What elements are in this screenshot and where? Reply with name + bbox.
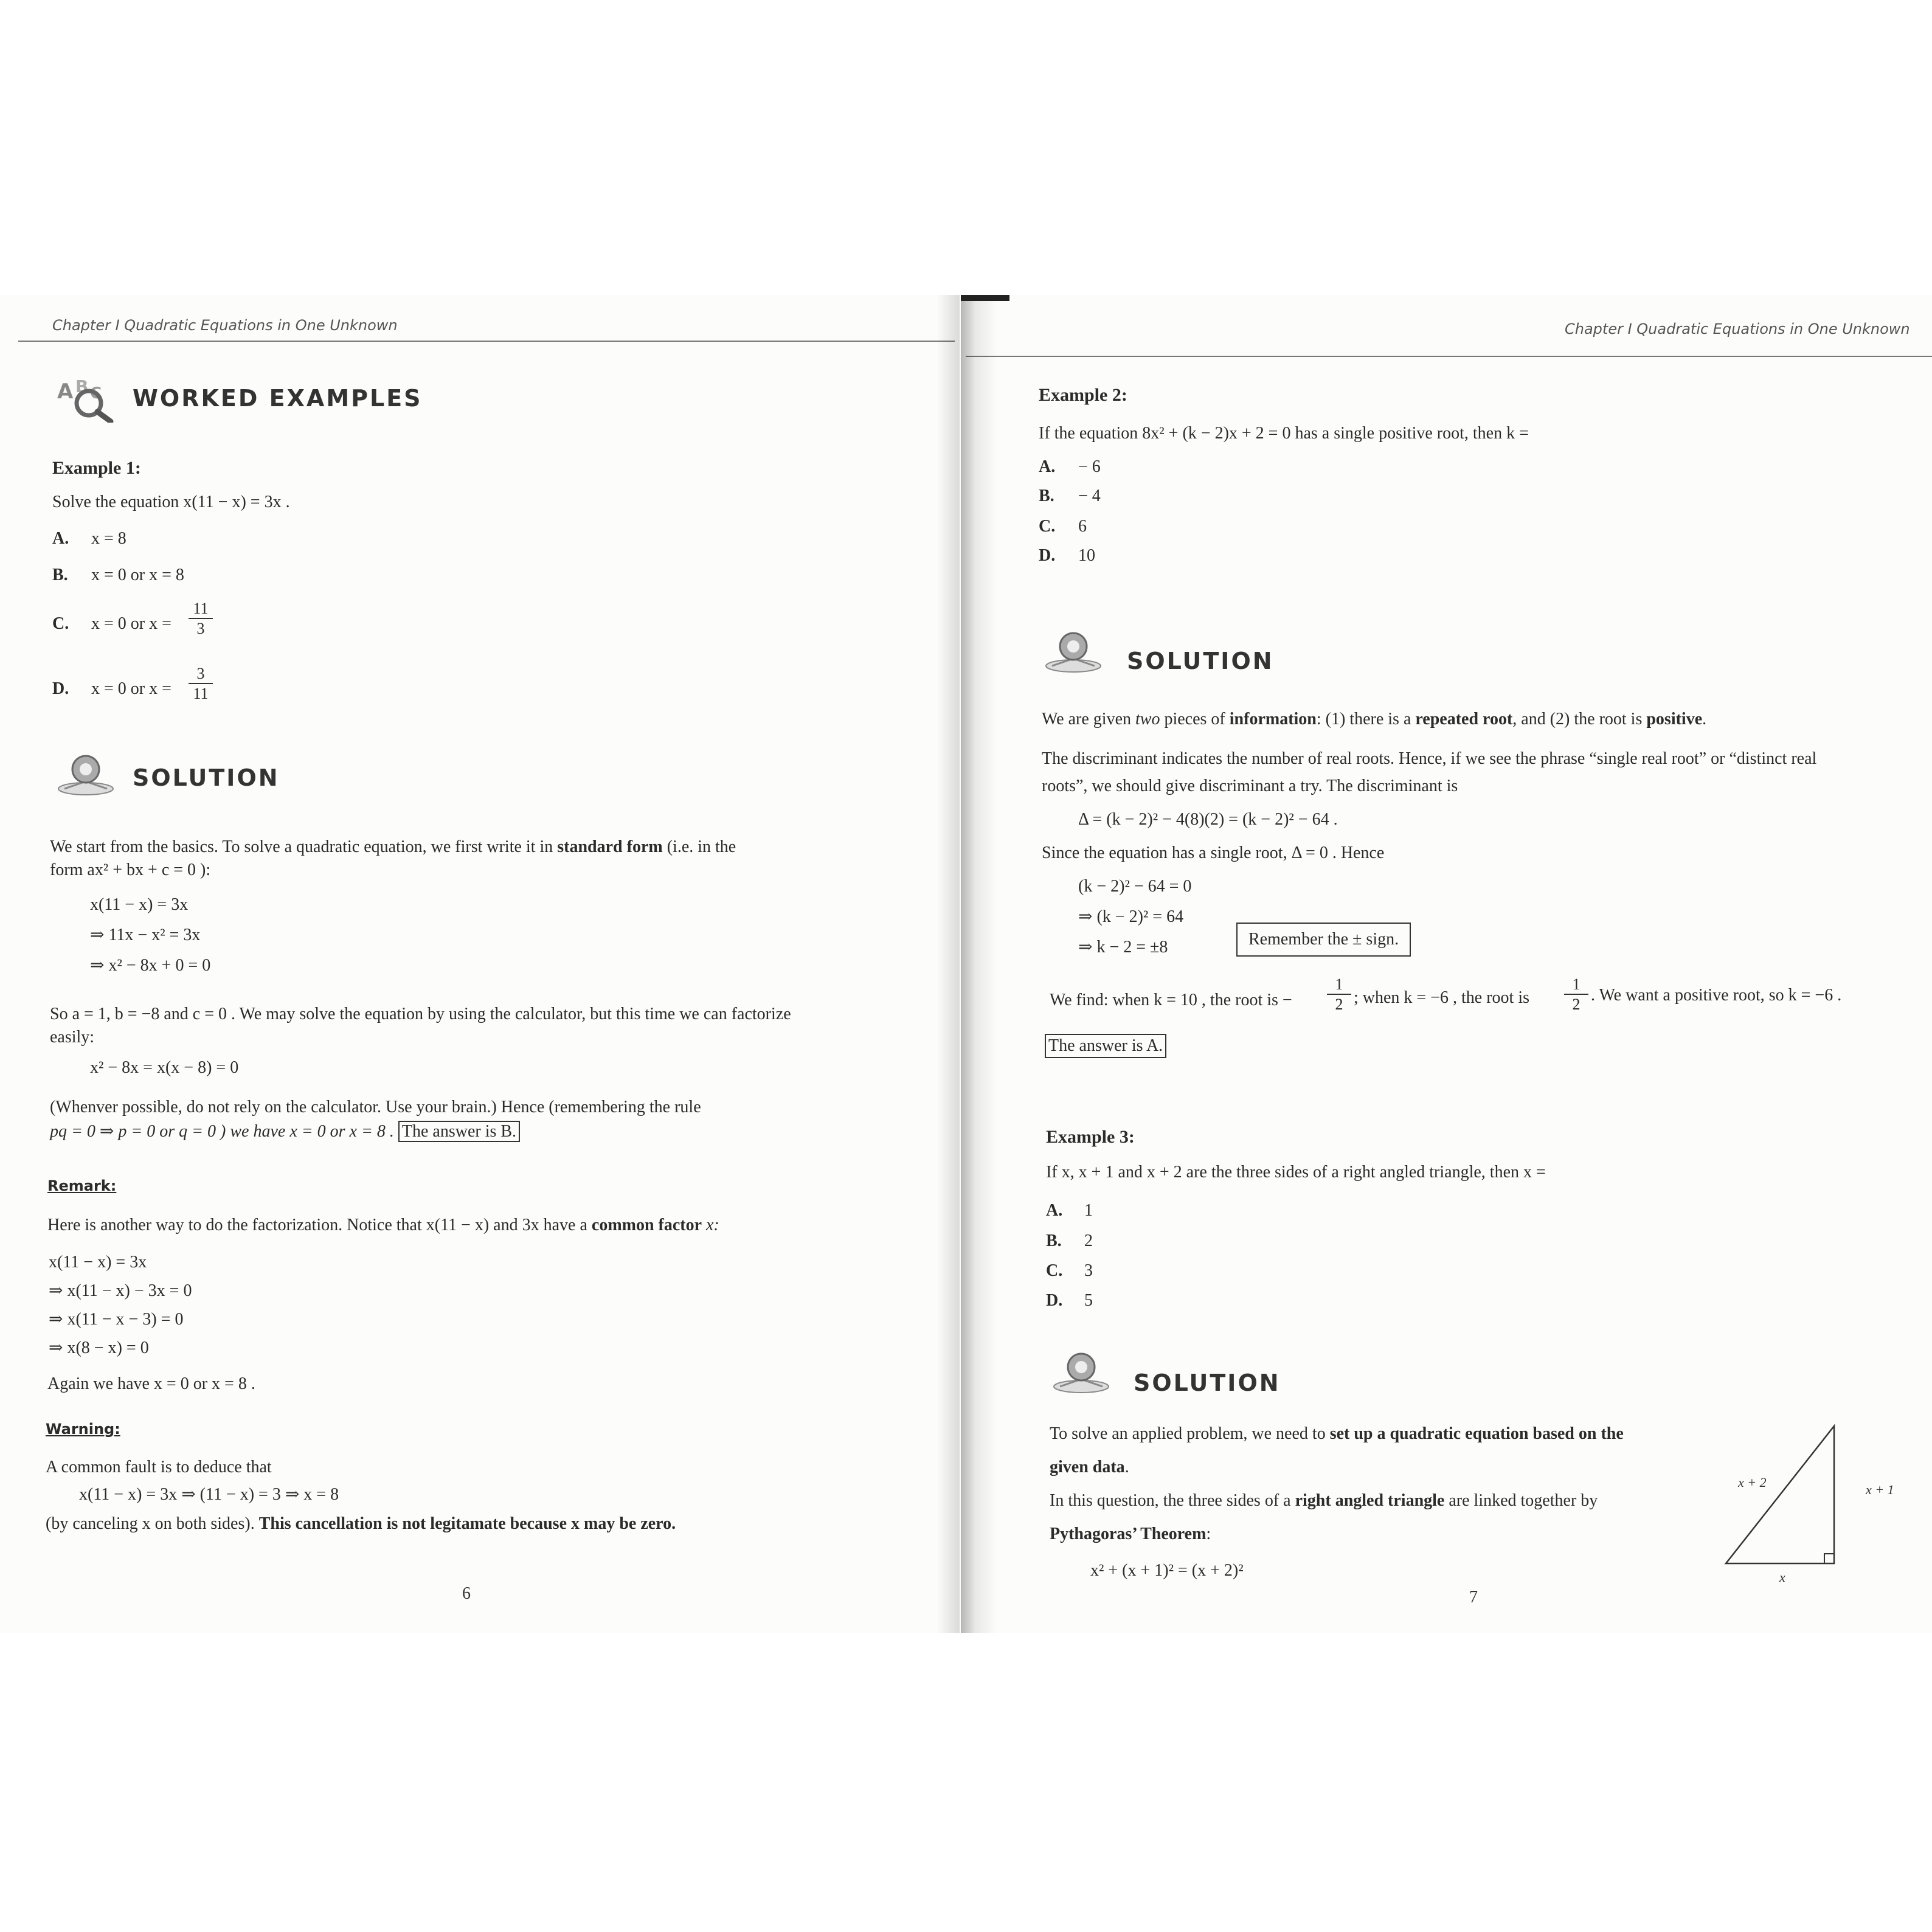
solution-paragraph-2-line-2: easily: xyxy=(50,1028,95,1047)
equation-line: x(11 − x) = 3x xyxy=(90,895,189,914)
text-span: We start from the basics. To solve a quadratic equation, we first write it in xyxy=(50,837,553,856)
text-span: pq = 0 ⇒ p = 0 or q = 0 ) we have x = 0 or x = 8 . xyxy=(50,1122,394,1141)
option-c-fraction xyxy=(189,599,213,638)
text-span: (i.e. in the xyxy=(667,837,736,856)
spine-mark xyxy=(961,295,1009,301)
option-d-text: 10 xyxy=(1078,546,1095,565)
example-2-title: Example 2: xyxy=(1039,385,1127,405)
bold-span: repeated root xyxy=(1415,710,1513,729)
option-a-text: x = 8 xyxy=(91,529,126,548)
negative-half-fraction xyxy=(1327,975,1351,1014)
base-side-label: x xyxy=(1779,1570,1785,1584)
example-1-prompt: Solve the equation x(11 − x) = 3x . xyxy=(52,493,290,511)
pythagoras-equation: x² + (x + 1)² = (x + 2)² xyxy=(1090,1561,1244,1580)
remember-sign-box: Remember the ± sign. xyxy=(1236,923,1411,957)
fraction-denominator: 2 xyxy=(1335,995,1343,1014)
text-span: x: xyxy=(706,1216,719,1234)
option-b-label: B. xyxy=(1039,486,1054,505)
solution-title: SOLUTION xyxy=(1134,1369,1281,1396)
option-a-label: A. xyxy=(52,529,69,548)
page-number-left: 6 xyxy=(462,1584,471,1603)
option-b-text: − 4 xyxy=(1078,486,1101,505)
equation-line: ⇒ x(8 − x) = 0 xyxy=(49,1338,149,1357)
equation-line: ⇒ (k − 2)² = 64 xyxy=(1078,907,1184,926)
text-span: . xyxy=(1702,710,1707,729)
option-b-text: 2 xyxy=(1084,1231,1093,1250)
solution-title: SOLUTION xyxy=(133,764,280,791)
right-page-header: Chapter I Quadratic Equations in One Unknown xyxy=(1565,320,1910,338)
solution-paragraph-1-line-2: form ax² + bx + c = 0 ): xyxy=(50,860,211,879)
discriminant-equation: Δ = (k − 2)² − 4(8)(2) = (k − 2)² − 64 . xyxy=(1078,810,1338,829)
hypotenuse-label: x + 2 xyxy=(1738,1475,1767,1490)
svg-text:B: B xyxy=(75,376,89,396)
equation-line: ⇒ x(11 − x − 3) = 0 xyxy=(49,1310,184,1329)
option-a-label: A. xyxy=(1039,457,1056,476)
equation-line: ⇒ k − 2 = ±8 xyxy=(1078,938,1168,957)
bold-span: set up a quadratic equation based on the xyxy=(1329,1424,1624,1443)
bold-span: right angled triangle xyxy=(1295,1491,1445,1510)
solution-3-paragraph-1 xyxy=(1050,1423,1624,1445)
answer-box: The answer is B. xyxy=(398,1121,520,1142)
right-gutter-shadow xyxy=(961,295,997,1633)
option-c-text: 6 xyxy=(1078,517,1087,536)
text-span: : xyxy=(1206,1525,1211,1543)
text-span: Here is another way to do the factorization. Notice that x(11 − x) and 3x have a xyxy=(47,1216,587,1234)
right-triangle-diagram xyxy=(1714,1420,1920,1584)
solution-2-find-b: ; when k = −6 , the root is xyxy=(1354,988,1529,1007)
remark-text xyxy=(47,1214,719,1236)
option-a-text: 1 xyxy=(1084,1201,1093,1220)
right-page xyxy=(960,295,1932,1633)
solution-2-paragraph-2: The discriminant indicates the number of real roots. Hence, if we see the phrase “single real root” or “distinct real xyxy=(1042,749,1817,768)
bold-span: This cancellation is not legitamate because x may be zero. xyxy=(258,1514,676,1533)
warning-title: Warning: xyxy=(46,1421,120,1438)
solution-3-paragraph-2 xyxy=(1050,1490,1598,1512)
solution-2-find-c: . We want a positive root, so k = −6 . xyxy=(1591,986,1842,1005)
equation-line: x² − 8x = x(x − 8) = 0 xyxy=(90,1058,239,1077)
option-b-text: x = 0 or x = 8 xyxy=(91,566,184,584)
worked-examples-title: WORKED EXAMPLES xyxy=(133,385,423,412)
svg-text:A: A xyxy=(57,379,74,404)
option-d-fraction xyxy=(189,664,213,703)
page-number-right: 7 xyxy=(1469,1588,1478,1607)
solution-2-paragraph-1 xyxy=(1042,708,1706,730)
example-1-title: Example 1: xyxy=(52,458,141,478)
solution-paragraph-2: So a = 1, b = −8 and c = 0 . We may solve the equation by using the calculator, but this time we can factorize xyxy=(50,1005,791,1023)
example-2-prompt: If the equation 8x² + (k − 2)x + 2 = 0 has a single positive root, then k = xyxy=(1039,424,1529,443)
warning-line-1: A common fault is to deduce that xyxy=(46,1458,272,1477)
option-d-text: x = 0 or x = xyxy=(91,679,171,698)
solution-icon xyxy=(52,752,119,801)
option-a-text: − 6 xyxy=(1078,457,1101,476)
option-c-label: C. xyxy=(52,614,69,633)
left-header-rule xyxy=(18,341,955,342)
remark-title: Remark: xyxy=(47,1177,117,1194)
bold-span: Pythagoras’ Theorem xyxy=(1050,1525,1207,1543)
left-gutter-shadow xyxy=(937,295,961,1633)
text-span: : (1) there is a xyxy=(1316,710,1411,729)
text-span: In this question, the three sides of a xyxy=(1050,1491,1291,1510)
left-page xyxy=(0,295,960,1633)
equation-line: x(11 − x) = 3x xyxy=(49,1253,147,1272)
text-span: (by canceling x on both sides). xyxy=(46,1514,255,1533)
option-d-label: D. xyxy=(1046,1291,1063,1310)
equation-line: (k − 2)² − 64 = 0 xyxy=(1078,877,1192,896)
vertical-side-label: x + 1 xyxy=(1866,1482,1894,1497)
fraction-numerator: 3 xyxy=(189,664,213,684)
left-page-header: Chapter I Quadratic Equations in One Unknown xyxy=(52,317,398,334)
fraction-numerator: 1 xyxy=(1327,975,1351,995)
option-c-text: 3 xyxy=(1084,1261,1093,1280)
text-span: are linked together by xyxy=(1449,1491,1598,1510)
solution-3-paragraph-1-line-2 xyxy=(1050,1456,1129,1478)
solution-icon xyxy=(1048,1350,1115,1399)
equation-line: ⇒ 11x − x² = 3x xyxy=(90,926,201,944)
right-angle-marker xyxy=(1824,1554,1834,1563)
fraction-denominator: 11 xyxy=(193,685,209,703)
equation-line: ⇒ x² − 8x + 0 = 0 xyxy=(90,956,211,975)
positive-half-fraction xyxy=(1564,975,1588,1014)
option-d-label: D. xyxy=(52,679,69,698)
solution-3-paragraph-2-line-2 xyxy=(1050,1523,1211,1545)
option-c-label: C. xyxy=(1046,1261,1063,1280)
option-c-text: x = 0 or x = xyxy=(91,614,171,633)
bold-span: standard form xyxy=(557,837,663,856)
bold-span: positive xyxy=(1646,710,1703,729)
svg-text:C: C xyxy=(90,384,102,403)
solution-paragraph-3-line-2 xyxy=(50,1121,520,1143)
fraction-denominator: 2 xyxy=(1572,995,1581,1014)
solution-paragraph-1 xyxy=(50,836,736,858)
fraction-denominator: 3 xyxy=(196,620,205,638)
option-c-label: C. xyxy=(1039,517,1056,536)
option-d-text: 5 xyxy=(1084,1291,1093,1310)
solution-icon xyxy=(1040,629,1107,678)
option-b-label: B. xyxy=(52,566,68,584)
fraction-numerator: 1 xyxy=(1564,975,1588,995)
example-3-title: Example 3: xyxy=(1046,1127,1135,1147)
warning-equation: x(11 − x) = 3x ⇒ (11 − x) = 3 ⇒ x = 8 xyxy=(79,1485,339,1504)
solution-title: SOLUTION xyxy=(1127,648,1274,674)
book-spread xyxy=(0,295,1932,1633)
italic-span: two xyxy=(1135,710,1160,729)
solution-2-find-a: We find: when k = 10 , the root is − xyxy=(1050,991,1292,1009)
bold-span: common factor xyxy=(591,1216,702,1234)
warning-line-3 xyxy=(46,1513,676,1535)
remark-conclusion: Again we have x = 0 or x = 8 . xyxy=(47,1374,255,1393)
text-span: pieces of xyxy=(1164,710,1225,729)
option-d-label: D. xyxy=(1039,546,1056,565)
solution-2-paragraph-2-line-2: roots”, we should give discriminant a try. The discriminant is xyxy=(1042,777,1458,795)
right-header-rule xyxy=(966,356,1932,357)
solution-2-since: Since the equation has a single root, Δ = 0 . Hence xyxy=(1042,843,1385,862)
solution-paragraph-3: (Whenver possible, do not rely on the calculator. Use your brain.) Hence (remembering the rule xyxy=(50,1098,701,1117)
option-a-label: A. xyxy=(1046,1201,1063,1220)
answer-box: The answer is A. xyxy=(1045,1034,1166,1058)
equation-line: ⇒ x(11 − x) − 3x = 0 xyxy=(49,1281,192,1300)
bold-span: given data xyxy=(1050,1458,1125,1477)
worked-examples-icon xyxy=(52,374,119,423)
bold-span: information xyxy=(1229,710,1317,729)
text-span: We are given xyxy=(1042,710,1131,729)
text-span: , and (2) the root is xyxy=(1512,710,1643,729)
fraction-numerator: 11 xyxy=(189,599,213,619)
option-b-label: B. xyxy=(1046,1231,1062,1250)
text-span: . xyxy=(1124,1458,1129,1477)
text-span: To solve an applied problem, we need to xyxy=(1050,1424,1326,1443)
triangle-shape xyxy=(1726,1426,1834,1563)
example-3-prompt: If x, x + 1 and x + 2 are the three sides of a right angled triangle, then x = xyxy=(1046,1163,1546,1182)
